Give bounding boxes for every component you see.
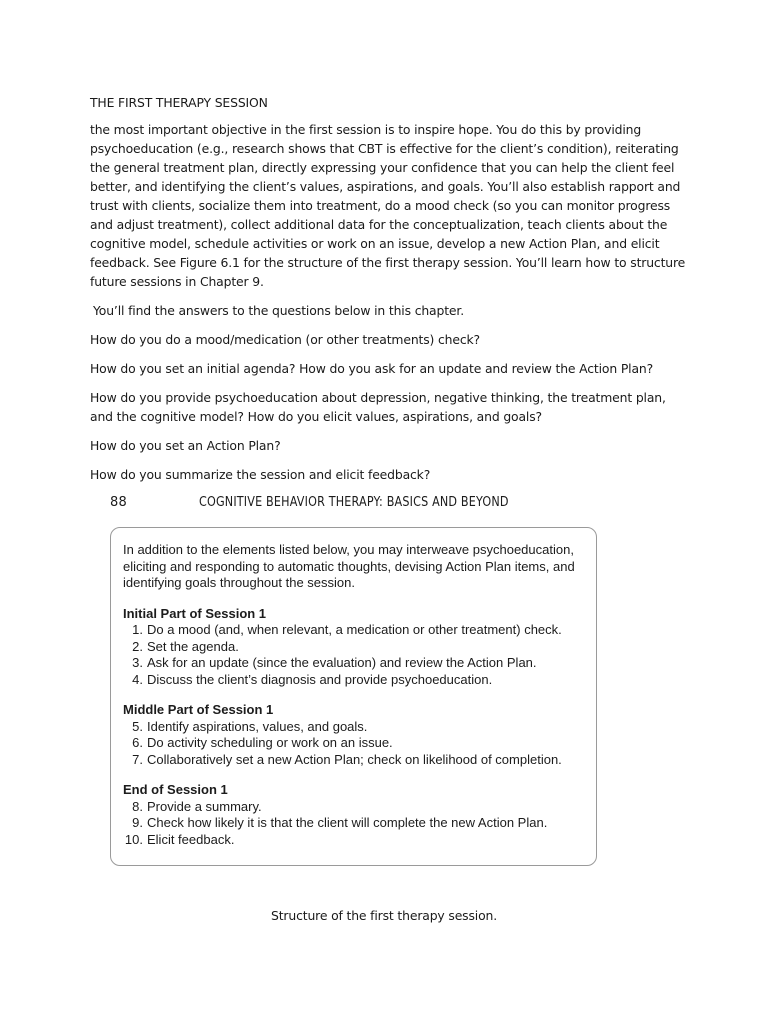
step-text: Elicit feedback. xyxy=(147,831,235,847)
step-item xyxy=(123,639,586,656)
running-head xyxy=(110,495,600,515)
book-figure xyxy=(105,489,603,874)
question-item: How do you set an Action Plan? xyxy=(90,438,281,453)
box-intro: In addition to the elements listed below, you may interweave psychoeducation, eliciting and responding to automatic thoughts, devising Action Plan items, and identifying goals throughout the session. xyxy=(123,542,575,590)
step-number: 6. xyxy=(132,735,143,750)
step-item xyxy=(123,672,586,689)
page-heading: THE FIRST THERAPY SESSION xyxy=(90,95,268,110)
figure-caption: Structure of the first therapy session. xyxy=(271,908,497,924)
questions-intro: You’ll find the answers to the questions below in this chapter. xyxy=(93,303,464,318)
question-item: How do you set an initial agenda? How do you ask for an update and review the Action Plan? xyxy=(90,361,654,376)
step-number: 1. xyxy=(132,622,143,637)
question-item: How do you summarize the session and elicit feedback? xyxy=(90,467,431,482)
step-item xyxy=(123,719,586,736)
step-list-middle xyxy=(123,719,586,769)
step-item xyxy=(123,815,586,832)
step-number: 9. xyxy=(132,815,143,830)
step-number: 5. xyxy=(132,718,143,734)
document-body xyxy=(90,93,690,494)
book-title: COGNITIVE BEHAVIOR THERAPY: BASICS AND BEYOND xyxy=(199,495,509,510)
step-list-end xyxy=(123,799,586,849)
section-title-initial: Initial Part of Session 1 xyxy=(123,605,267,621)
step-text: Discuss the client’s diagnosis and provide psychoeducation. xyxy=(147,671,493,687)
step-number: 4. xyxy=(132,671,143,687)
step-text: Ask for an update (since the evaluation) and review the Action Plan. xyxy=(147,655,537,670)
step-text: Do activity scheduling or work on an issue. xyxy=(147,735,393,750)
session-structure-box xyxy=(110,527,597,866)
step-text: Provide a summary. xyxy=(147,798,262,814)
step-text: Set the agenda. xyxy=(147,638,239,654)
step-item xyxy=(123,735,586,752)
question-item: How do you provide psychoeducation about depression, negative thinking, the treatment plan, and the cognitive model? How do you elicit values, aspirations, and goals? xyxy=(90,390,666,424)
step-item xyxy=(123,655,586,672)
step-number: 8. xyxy=(132,798,143,814)
section-title-end: End of Session 1 xyxy=(123,782,228,797)
step-text: Identify aspirations, values, and goals. xyxy=(147,718,368,734)
step-number: 3. xyxy=(132,655,143,670)
step-text: Collaboratively set a new Action Plan; check on likelihood of completion. xyxy=(147,751,562,767)
step-number: 10. xyxy=(124,831,143,847)
question-item: How do you do a mood/medication (or other treatments) check? xyxy=(90,332,480,347)
step-item xyxy=(123,799,586,816)
step-item xyxy=(123,622,586,639)
step-item xyxy=(123,752,586,769)
step-list-initial xyxy=(123,622,586,688)
book-page-number: 88 xyxy=(110,495,127,510)
step-number: 7. xyxy=(132,751,143,767)
step-text: Do a mood (and, when relevant, a medication or other treatment) check. xyxy=(147,622,562,637)
step-text: Check how likely it is that the client will complete the new Action Plan. xyxy=(147,815,548,830)
step-number: 2. xyxy=(132,638,143,654)
step-item xyxy=(123,832,586,849)
section-title-middle: Middle Part of Session 1 xyxy=(123,702,274,717)
intro-paragraph: the most important objective in the first session is to inspire hope. You do this by providing psychoeducation (e.g., research shows that CBT is effective for the client’s condition), reiterating the general treatment plan, directly expressing your confidence that you can help the client feel better, and identifying the client’s values, aspirations, and goals. You’ll also establish rapport and trust with clients, socialize them into treatment, do a mood check (so you can monitor progress and adjust treatment), collect additional data for the conceptualization, teach clients about the cognitive model, schedule activities or work on an issue, develop a new Action Plan, and elicit feedback. See Figure 6.1 for the structure of the first therapy session. You’ll learn how to structure future sessions in Chapter 9. xyxy=(90,122,686,289)
